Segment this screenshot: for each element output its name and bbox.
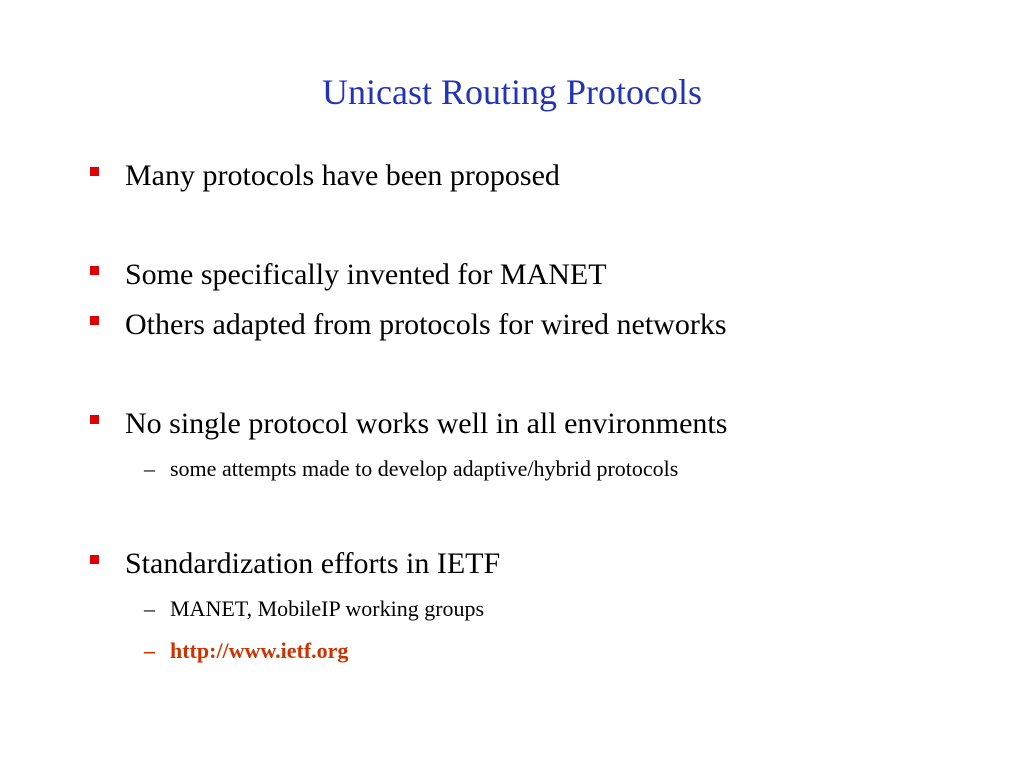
bullet-text: Standardization efforts in IETF — [125, 547, 501, 580]
bullet-item — [90, 546, 500, 582]
bullet-item — [90, 406, 727, 442]
sub-bullet-text: some attempts made to develop adaptive/hybrid protocols — [170, 456, 679, 481]
bullet-text: Others adapted from protocols for wired networks — [125, 308, 727, 341]
square-bullet-icon — [90, 555, 99, 564]
sub-bullet-text: MANET, MobileIP working groups — [170, 596, 485, 621]
ietf-link[interactable]: http://www.ietf.org — [170, 638, 349, 663]
sub-bullet-item — [144, 637, 348, 665]
square-bullet-icon — [90, 415, 99, 424]
sub-bullet-item — [144, 595, 484, 623]
sub-bullet-item — [144, 455, 678, 483]
square-bullet-icon — [90, 266, 99, 275]
bullet-text: Some specifically invented for MANET — [125, 258, 607, 291]
bullet-item — [90, 158, 560, 194]
bullet-text: No single protocol works well in all environments — [125, 407, 728, 440]
bullet-text: Many protocols have been proposed — [125, 159, 560, 192]
square-bullet-icon — [90, 167, 99, 176]
dash-bullet-icon: – — [144, 638, 155, 663]
dash-bullet-icon: – — [144, 596, 155, 621]
dash-bullet-icon: – — [144, 456, 155, 481]
bullet-item — [90, 307, 727, 343]
bullet-item — [90, 257, 607, 293]
slide-title: Unicast Routing Protocols — [322, 72, 702, 112]
square-bullet-icon — [90, 316, 99, 325]
